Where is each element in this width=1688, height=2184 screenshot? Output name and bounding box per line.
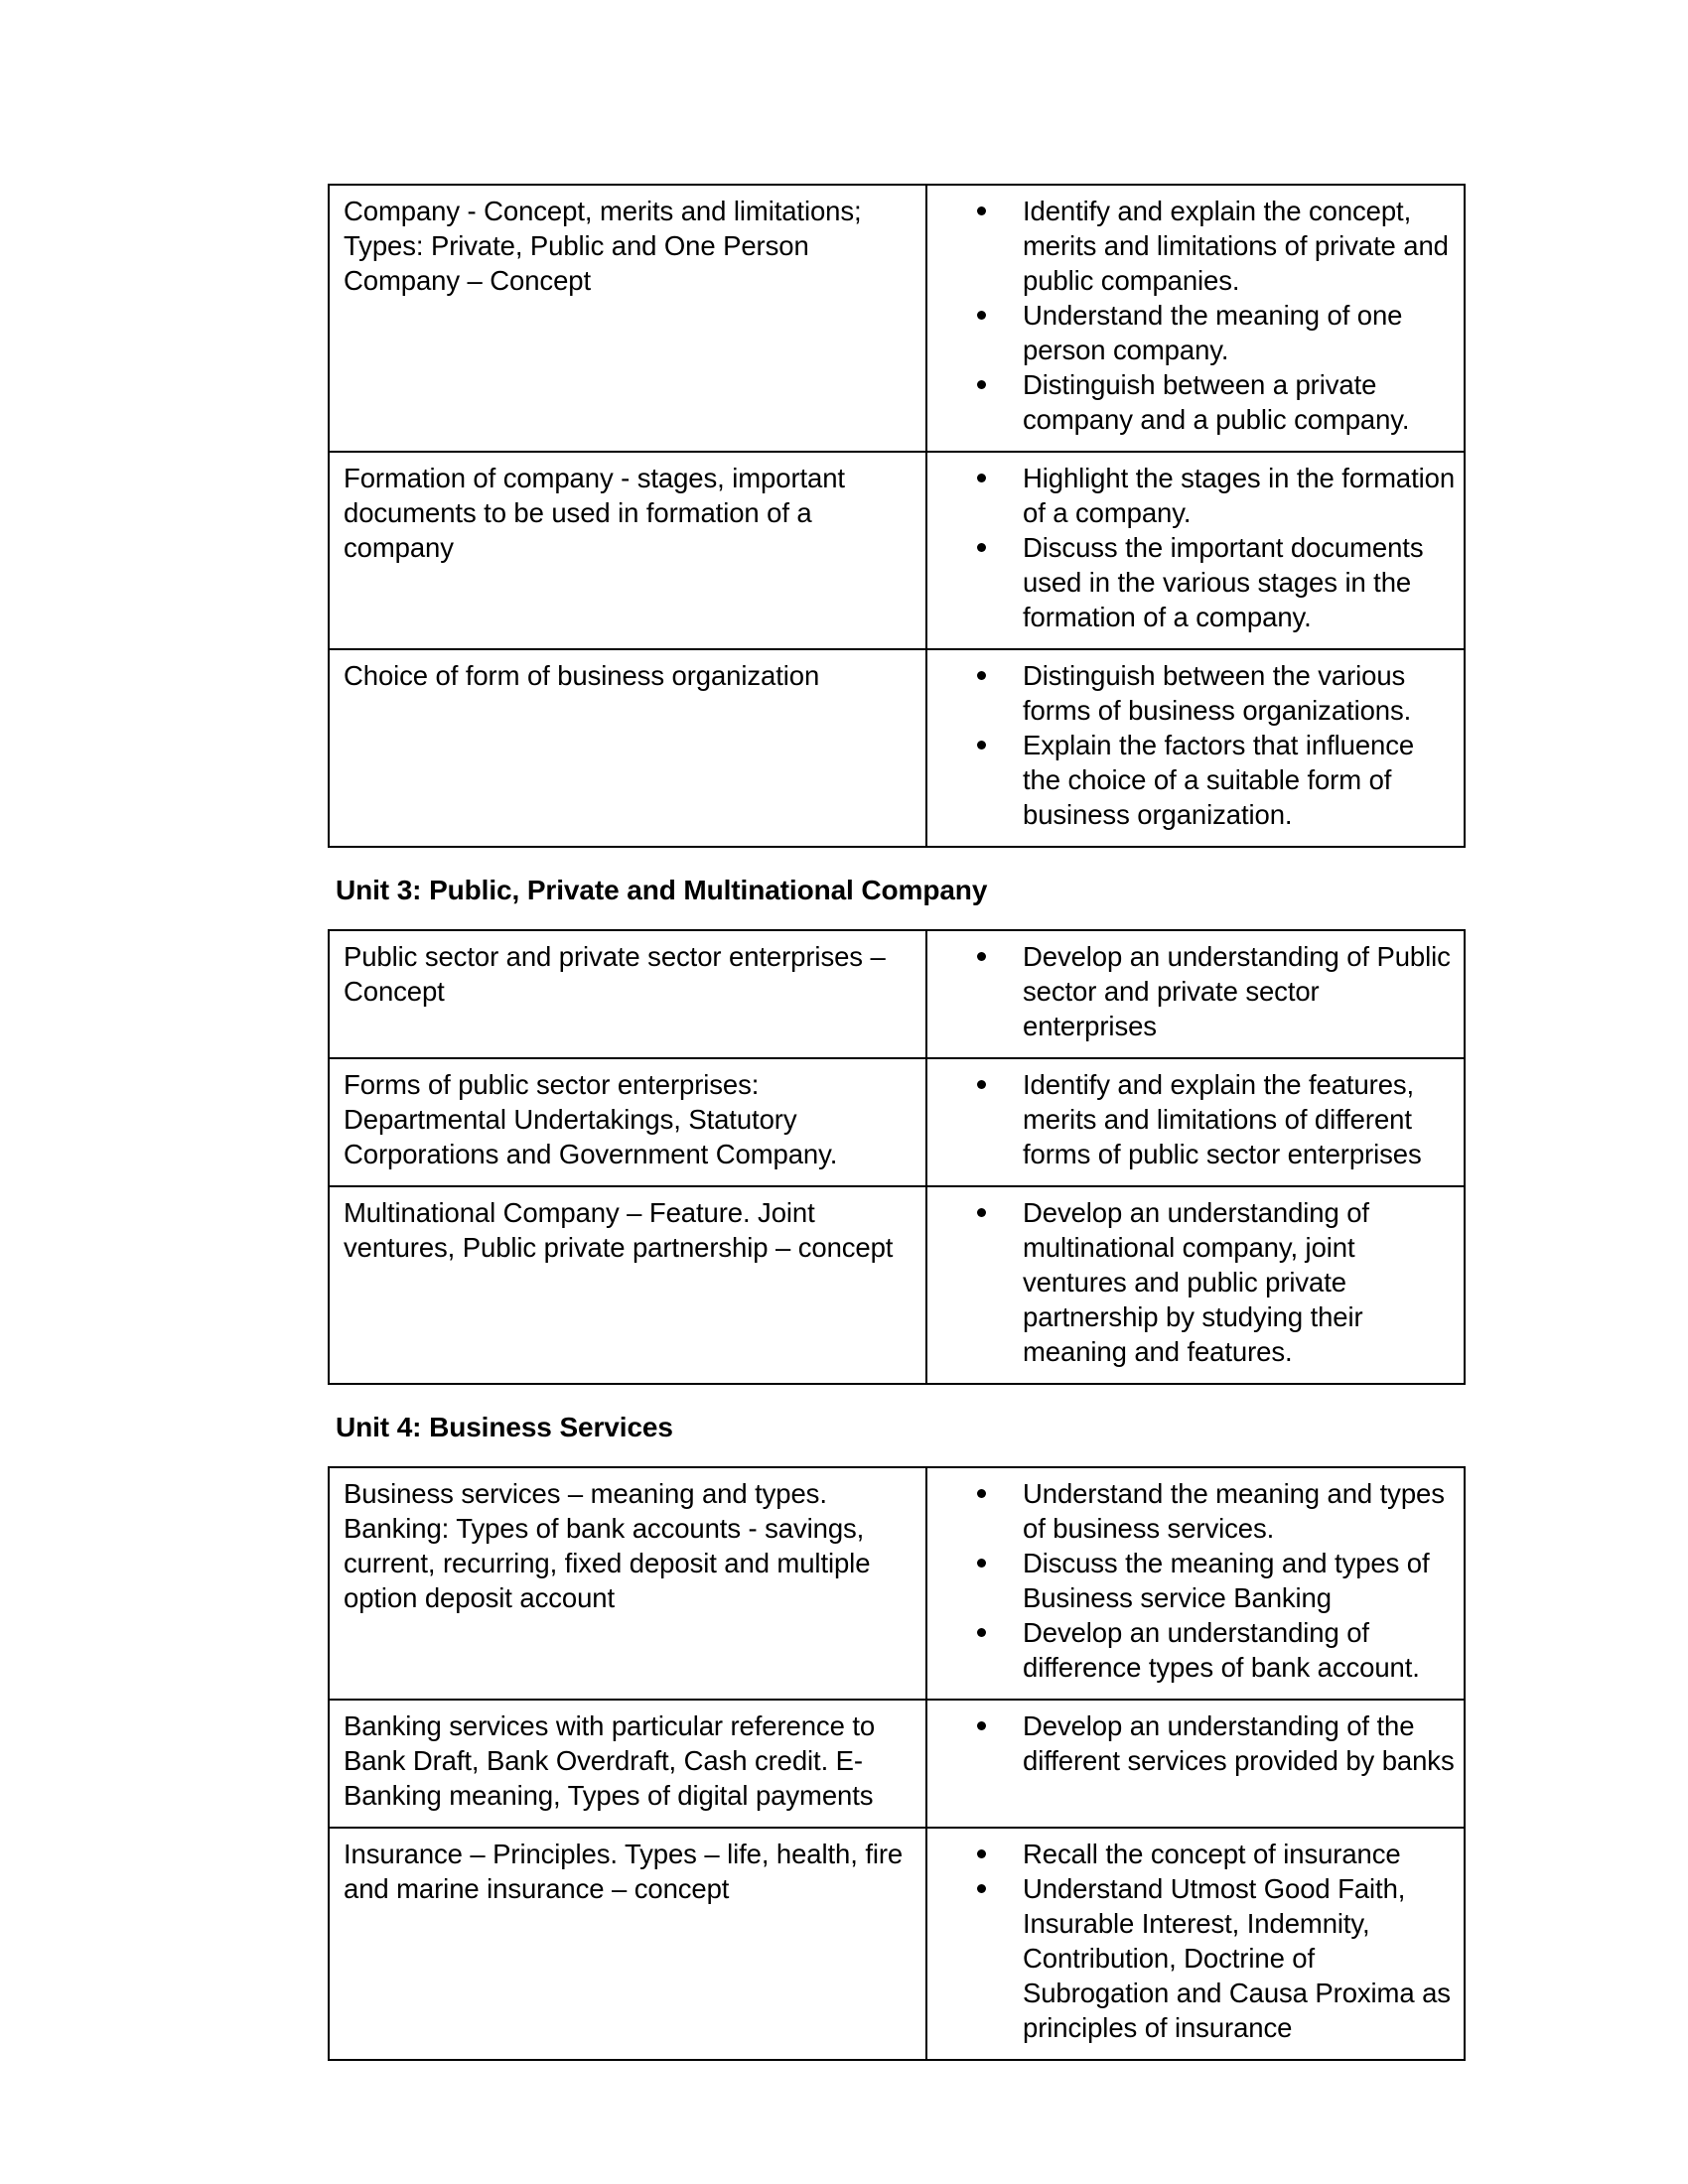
topic-cell [329, 1058, 926, 1186]
list-item [927, 1708, 1456, 1778]
outcome-text: Develop an understanding of Public sector and private sector enterprises [1023, 941, 1451, 1041]
outcome-text: Develop an understanding of multinational company, joint ventures and public private partnership by studying their meaning and features. [1023, 1197, 1369, 1367]
outcome-text: Explain the factors that influence the choice of a suitable form of business organization. [1023, 730, 1415, 830]
topic-text: Choice of form of business organization [344, 660, 820, 691]
outcome-text: Identify and explain the features, merits and limitations of different forms of public sector enterprises [1023, 1069, 1422, 1169]
outcomes-cell [926, 1828, 1465, 2060]
topic-text: Business services – meaning and types. Banking: Types of bank accounts - savings, current, recurring, fixed deposit and multiple option deposit account [344, 1478, 871, 1613]
bullet-icon [977, 1884, 986, 1893]
outcomes-list [927, 931, 1464, 1057]
outcomes-cell [926, 649, 1465, 847]
outcomes-cell [926, 1700, 1465, 1828]
outcomes-list [927, 650, 1464, 846]
outcomes-list [927, 186, 1464, 451]
list-item [927, 1871, 1456, 2045]
table-row [329, 649, 1465, 847]
outcomes-cell [926, 452, 1465, 649]
outcomes-list [927, 1187, 1464, 1383]
outcome-text: Recall the concept of insurance [1023, 1839, 1401, 1869]
topic-cell [329, 185, 926, 452]
table-row [329, 1467, 1465, 1700]
list-item [927, 1195, 1456, 1369]
bullet-icon [977, 1208, 986, 1217]
outcomes-list [927, 1701, 1464, 1792]
list-item [927, 1615, 1456, 1685]
bullet-icon [977, 206, 986, 215]
list-item [927, 728, 1456, 832]
unit-heading-4: Unit 4: Business Services [336, 1412, 673, 1442]
outcome-text: Highlight the stages in the formation of a company. [1023, 463, 1456, 528]
outcomes-list [927, 453, 1464, 648]
bullet-icon [977, 1849, 986, 1858]
topic-cell [329, 649, 926, 847]
list-item [927, 1476, 1456, 1546]
topic-text: Company - Concept, merits and limitations; Types: Private, Public and One Person Company – Concept [344, 196, 862, 296]
table-body [329, 1467, 1465, 2060]
topic-cell [329, 452, 926, 649]
list-item [927, 1546, 1456, 1615]
list-item [927, 461, 1456, 530]
table-row [329, 185, 1465, 452]
bullet-icon [977, 380, 986, 389]
table-row [329, 1700, 1465, 1828]
outcomes-cell [926, 1058, 1465, 1186]
outcomes-cell [926, 185, 1465, 452]
topic-text: Multinational Company – Feature. Joint ventures, Public private partnership – concept [344, 1197, 894, 1263]
list-item [927, 530, 1456, 634]
bullet-icon [977, 671, 986, 680]
outcome-text: Develop an understanding of difference types of bank account. [1023, 1617, 1420, 1683]
outcome-text: Understand Utmost Good Faith, Insurable Interest, Indemnity, Contribution, Doctrine of Subrogation and Causa Proxima as principles of insurance [1023, 1873, 1451, 2043]
bullet-icon [977, 1628, 986, 1637]
list-item [927, 658, 1456, 728]
outcome-text: Distinguish between the various forms of business organizations. [1023, 660, 1412, 726]
table-body [329, 930, 1465, 1384]
outcome-text: Identify and explain the concept, merits and limitations of private and public companies. [1023, 196, 1449, 296]
topic-text: Public sector and private sector enterprises – Concept [344, 941, 886, 1007]
syllabus-table-unit2-continued [328, 184, 1466, 848]
bullet-icon [977, 1080, 986, 1089]
table-row [329, 1828, 1465, 2060]
bullet-icon [977, 952, 986, 961]
topic-cell [329, 1828, 926, 2060]
topic-text: Forms of public sector enterprises: Departmental Undertakings, Statutory Corporations and Government Company. [344, 1069, 838, 1169]
bullet-icon [977, 474, 986, 482]
topic-text: Formation of company - stages, important documents to be used in formation of a company [344, 463, 845, 563]
topic-cell [329, 1186, 926, 1384]
outcomes-cell [926, 1467, 1465, 1700]
outcome-text: Understand the meaning and types of business services. [1023, 1478, 1445, 1544]
bullet-icon [977, 311, 986, 320]
table-row [329, 930, 1465, 1058]
unit-heading-3: Unit 3: Public, Private and Multinational Company [336, 875, 988, 905]
topic-text: Insurance – Principles. Types – life, health, fire and marine insurance – concept [344, 1839, 904, 1904]
outcome-text: Discuss the meaning and types of Business service Banking [1023, 1548, 1430, 1613]
outcomes-list [927, 1829, 1464, 2059]
outcome-text: Develop an understanding of the different services provided by banks [1023, 1710, 1455, 1776]
bullet-icon [977, 741, 986, 750]
topic-cell [329, 1700, 926, 1828]
list-item [927, 939, 1456, 1043]
bullet-icon [977, 1489, 986, 1498]
list-item [927, 1067, 1456, 1171]
outcomes-cell [926, 930, 1465, 1058]
outcomes-list [927, 1059, 1464, 1185]
page-content [268, 184, 1456, 2061]
bullet-icon [977, 1559, 986, 1568]
table-row [329, 452, 1465, 649]
topic-text: Banking services with particular reference to Bank Draft, Bank Overdraft, Cash credit. E-Banking meaning, Types of digital payments [344, 1710, 876, 1811]
bullet-icon [977, 1721, 986, 1730]
list-item [927, 298, 1456, 367]
outcome-text: Discuss the important documents used in the various stages in the formation of a company. [1023, 532, 1424, 632]
syllabus-table-unit3 [328, 929, 1466, 1385]
table-row [329, 1058, 1465, 1186]
list-item [927, 194, 1456, 298]
table-row [329, 1186, 1465, 1384]
topic-cell [329, 1467, 926, 1700]
list-item [927, 1837, 1456, 1871]
table-body [329, 185, 1465, 847]
syllabus-table-unit4 [328, 1466, 1466, 2061]
bullet-icon [977, 543, 986, 552]
outcome-text: Understand the meaning of one person company. [1023, 300, 1403, 365]
outcomes-list [927, 1468, 1464, 1699]
topic-cell [329, 930, 926, 1058]
list-item [927, 367, 1456, 437]
outcomes-cell [926, 1186, 1465, 1384]
outcome-text: Distinguish between a private company and a public company. [1023, 369, 1410, 435]
